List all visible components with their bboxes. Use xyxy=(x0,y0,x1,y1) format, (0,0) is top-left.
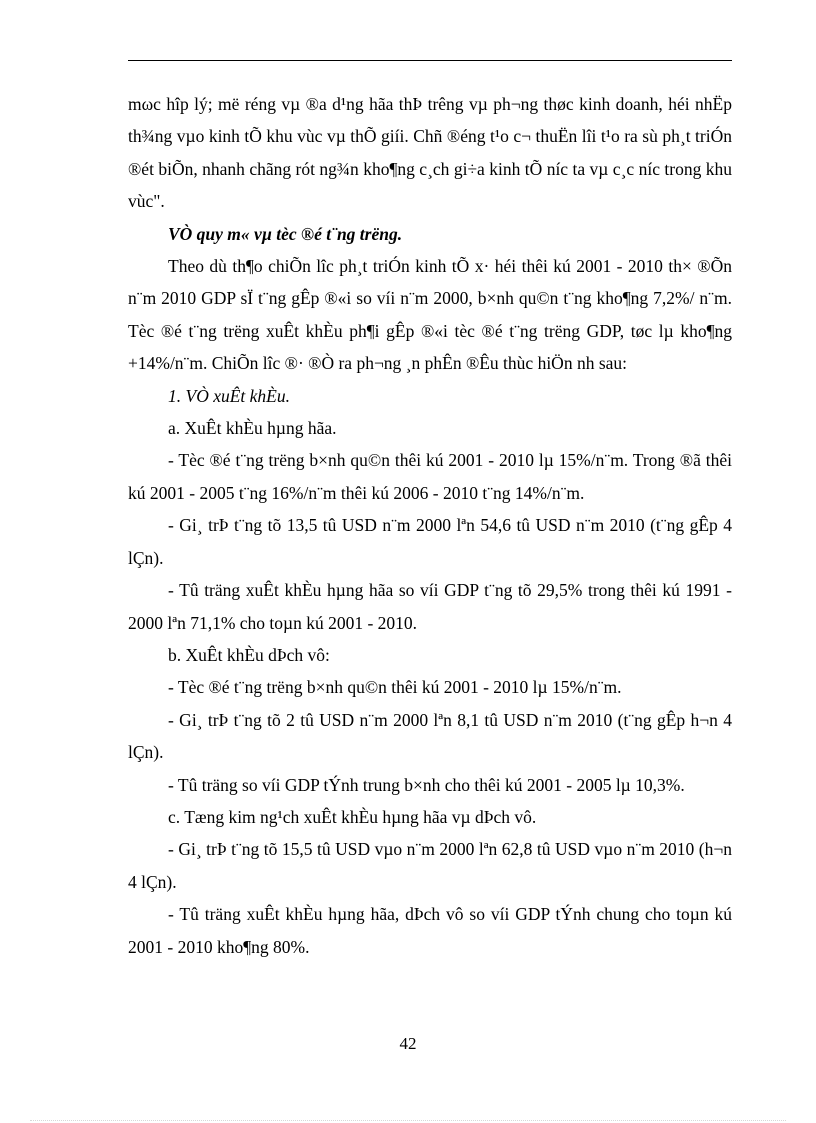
item-a-goods-exports: a. XuÊt khÈu hµng hãa. xyxy=(168,418,337,439)
page-number: 42 xyxy=(399,1034,417,1053)
bullet-goods-value: - Gi¸ trÞ t¨ng tõ 13,5 tû USD n¨m 2000 lªn 54,6 tû USD n¨m 2010 (t¨ng gÊp 4 lÇn). xyxy=(128,515,732,568)
bullet-service-growth-rate: - Tèc ®é t¨ng trëng b×nh qu©n thêi kú 2001 - 2010 lµ 15%/n¨m. xyxy=(168,677,622,698)
bullet-total-share: - Tû träng xuÊt khÈu hµng hãa, dÞch vô so víi GDP tÝnh chung cho toµn kú 2001 - 2010 kho¶ng 80%. xyxy=(128,904,732,957)
bullet-goods-share: - Tû träng xuÊt khÈu hµng hãa so víi GDP t¨ng tõ 29,5% trong thêi kú 1991 - 2000 lªn 71,1% cho toµn kú 2001 - 2010. xyxy=(128,580,732,633)
subheading-exports: 1. VÒ xuÊt khÈu. xyxy=(168,385,290,406)
page-bottom-edge xyxy=(30,1120,786,1121)
bullet-service-value: - Gi¸ trÞ t¨ng tõ 2 tû USD n¨m 2000 lªn 8,1 tû USD n¨m 2010 (t¨ng gÊp h¬n 4 lÇn). xyxy=(128,709,732,763)
bullet-service-share: - Tû träng so víi GDP tÝnh trung b×nh cho thêi kú 2001 - 2005 lµ 10,3%. xyxy=(168,774,685,795)
paragraph-strategy: Theo dù th¶o chiÕn lîc ph¸t triÓn kinh tÕ x· héi thêi kú 2001 - 2010 th× ®Õn n¨m 2010 GDP sÏ t¨ng gÊp ®«i so víi n¨m 2000, b×nh qu©n t¨ng kho¶ng 7,2%/ n¨m. Tèc ®é t¨ng trëng xuÊt khÈu ph¶i gÊp ®«i tèc ®é t¨ng trëng GDP, tøc lµ kho¶ng +14%/n¨m. ChiÕn lîc ®· ®Ò ra ph¬ng ¸n phÊn ®Êu thùc hiÖn nh sau: xyxy=(128,256,732,374)
section-heading-scale-growth: VÒ quy m« vµ tèc ®é t¨ng trëng. xyxy=(168,223,403,244)
bullet-goods-growth-rate: - Tèc ®é t¨ng trëng b×nh qu©n thêi kú 2001 - 2010 lµ 15%/n¨m. Trong ®ã thêi kú 2001 - 2005 t¨ng 16%/n¨m thêi kú 2006 - 2010 t¨ng 14%/n¨m. xyxy=(128,450,732,503)
page-body xyxy=(128,88,732,963)
header-rule xyxy=(128,60,732,61)
item-b-service-exports: b. XuÊt khÈu dÞch vô: xyxy=(168,644,330,665)
paragraph-1: mωc hîp lý; më réng vµ ®a d¹ng hãa thÞ trêng vµ ph¬ng thøc kinh doanh, héi nhËp th¾ng vµo kinh tÕ khu vùc vµ thÕ giíi. Chñ ®éng t¹o c¬ thuËn lîi t¹o ra sù ph¸t triÓn ®ét biÕn, nhanh chãng rót ng¾n kho¶ng c¸ch gi÷a kinh tÕ níc ta vµ c¸c níc trong khu vùc". xyxy=(128,94,732,212)
item-c-total-exports: c. Tæng kim ng¹ch xuÊt khÈu hµng hãa vµ dÞch vô. xyxy=(168,806,537,827)
bullet-total-value: - Gi¸ trÞ t¨ng tõ 15,5 tû USD vµo n¨m 2000 lªn 62,8 tû USD vµo n¨m 2010 (h¬n 4 lÇn). xyxy=(128,839,732,892)
